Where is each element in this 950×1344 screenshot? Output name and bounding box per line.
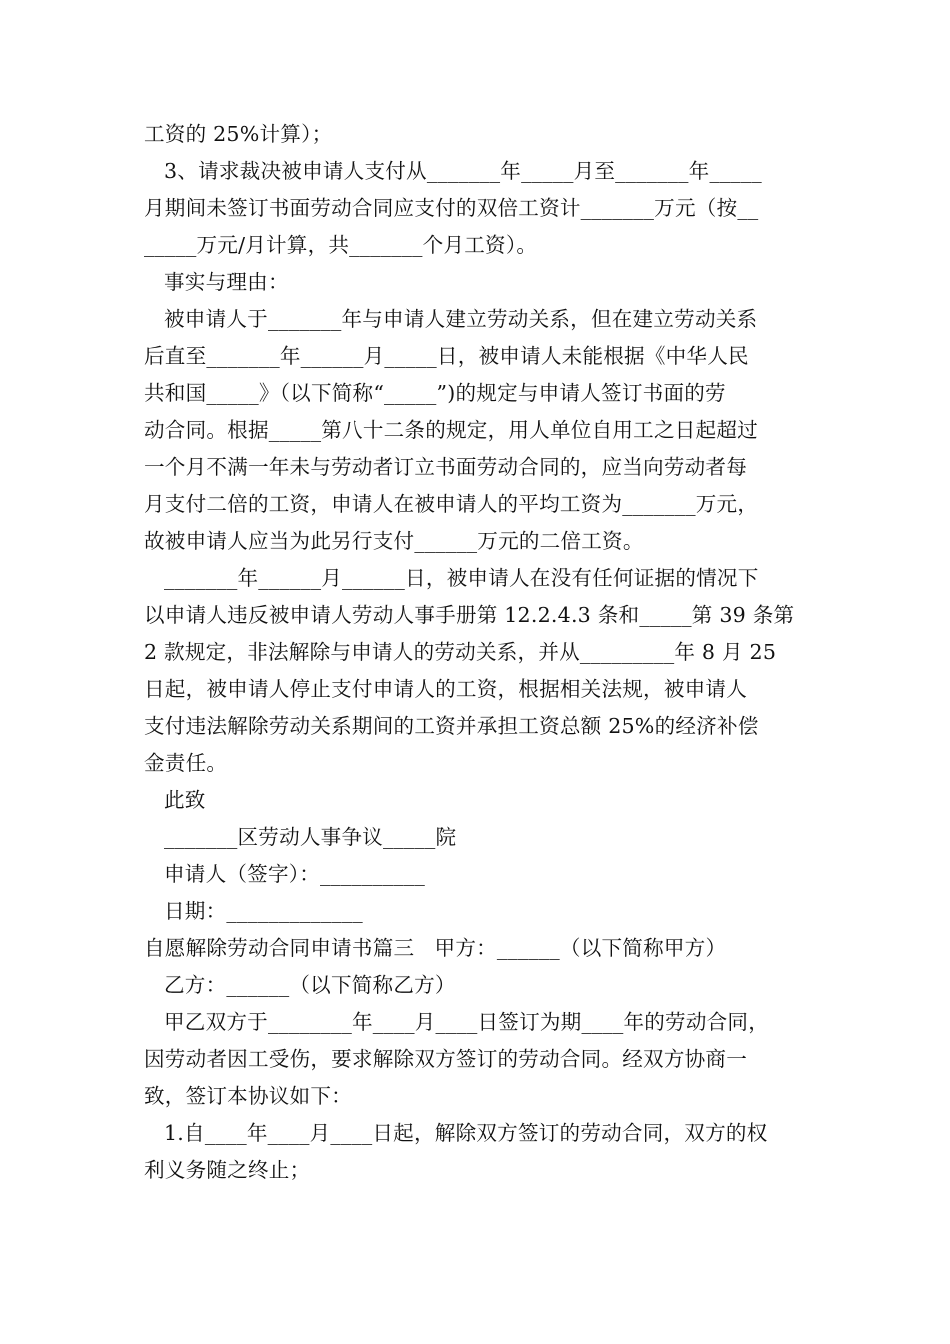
text-line: 因劳动者因工受伤，要求解除双方签订的劳动合同。经双方协商一 (144, 1047, 748, 1071)
text-line: _______年______月______日，被申请人在没有任何证据的情况下 (164, 566, 759, 590)
section-heading: 事实与理由： (164, 270, 289, 294)
text-line: 工资的 25%计算）； (144, 122, 333, 146)
text-line: 2 款规定，非法解除与申请人的劳动关系，并从_________年 8 月 25 (144, 640, 777, 664)
party-line: 乙方：______（以下简称乙方） (164, 973, 456, 997)
text-line: 故被申请人应当为此另行支付______万元的二倍工资。 (144, 529, 644, 553)
text-line: 3、请求裁决被申请人支付从_______年_____月至_______年_____ (164, 159, 762, 183)
salutation: 此致 (164, 788, 206, 812)
text-line: 月期间未签订书面劳动合同应支付的双倍工资计_______万元（按__ (144, 196, 759, 220)
section-title: 自愿解除劳动合同申请书篇三 甲方：______（以下简称甲方） (144, 936, 727, 960)
text-line: 支付违法解除劳动关系期间的工资并承担工资总额 25%的经济补偿 (144, 714, 759, 738)
text-line: 后直至_______年______月_____日，被申请人未能根据《中华人民 (144, 344, 749, 368)
text-line: 月支付二倍的工资，申请人在被申请人的平均工资为_______万元， (144, 492, 759, 516)
text-line: 动合同。根据_____第八十二条的规定，用人单位自用工之日起超过 (144, 418, 758, 442)
text-line: 金责任。 (144, 751, 228, 775)
text-line: 以申请人违反被申请人劳动人事手册第 12.2.4.3 条和_____第 39 条第 (144, 603, 795, 627)
text-line: 日起，被申请人停止支付申请人的工资，根据相关法规，被申请人 (144, 677, 748, 701)
text-line: 致，签订本协议如下： (144, 1084, 352, 1108)
date-line: 日期：_____________ (164, 899, 363, 923)
text-line: _____万元/月计算，共_______个月工资）。 (144, 233, 538, 257)
recipient-line: _______区劳动人事争议_____院 (164, 825, 457, 849)
text-line: 甲乙双方于________年____月____日签订为期____年的劳动合同， (164, 1010, 770, 1034)
text-line: 利义务随之终止； (144, 1158, 311, 1182)
text-line: 1.自____年____月____日起，解除双方签订的劳动合同，双方的权 (164, 1121, 768, 1145)
text-line: 被申请人于_______年与申请人建立劳动关系，但在建立劳动关系 (164, 307, 758, 331)
document-body (144, 116, 824, 1189)
text-line: 共和国_____》（以下简称“_____”)的规定与申请人签订书面的劳 (144, 381, 726, 405)
text-line: 一个月不满一年未与劳动者订立书面劳动合同的，应当向劳动者每 (144, 455, 748, 479)
signature-line: 申请人（签字）：__________ (164, 862, 426, 886)
